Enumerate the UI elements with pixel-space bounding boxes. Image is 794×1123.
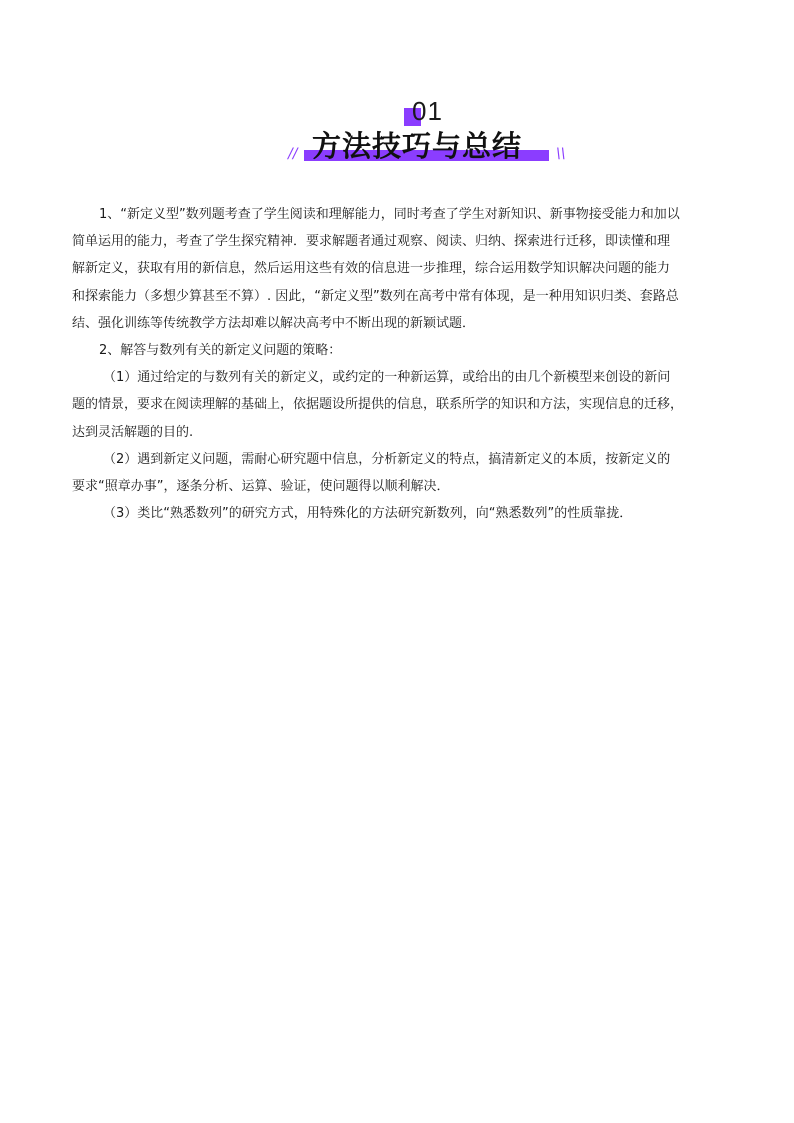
paragraph-1-line-4: 和探索能力（多想少算甚至不算）. 因此，“新定义型”数列在高考中常有体现，是一种用知识归类、套路总 <box>72 288 679 304</box>
section-title: 方法技巧与总结 <box>312 129 523 163</box>
paragraph-3-line-1: （1）通过给定的与数列有关的新定义，或约定的一种新运算，或给出的由几个新模型来创设的新问 <box>103 370 671 386</box>
paragraph-1-line-1: 1、“新定义型”数列题考查了学生阅读和理解能力，同时考查了学生对新知识、新事物接受能力和加以 <box>99 207 680 222</box>
left-slash-decoration: // <box>288 146 298 162</box>
paragraph-3-line-2: 题的情景，要求在阅读理解的基础上，依据题设所提供的信息，联系所学的知识和方法，实现信息的迁移， <box>72 397 684 413</box>
right-slash-decoration: \\ <box>556 146 566 162</box>
paragraph-1-line-3: 解新定义，获取有用的新信息，然后运用这些有效的信息进一步推理，综合运用数学知识解决问题的能力 <box>72 261 671 277</box>
paragraph-4-line-2: 要求“照章办事”，逐条分析、运算、验证，使问题得以顺利解决． <box>72 478 450 494</box>
body-text <box>72 201 736 527</box>
paragraph-1-line-5: 结、强化训练等传统教学方法却难以解决高考中不断出现的新颖试题． <box>72 315 476 331</box>
section-number: 01 <box>412 96 443 126</box>
paragraph-1-line-2: 简单运用的能力，考查了学生探究精神．要求解题者通过观察、阅读、归纳、探索进行迁移，即读懂和理 <box>72 234 671 250</box>
paragraph-3-line-3: 达到灵活解题的目的. <box>72 424 194 440</box>
paragraph-4-line-1: （2）遇到新定义问题，需耐心研究题中信息，分析新定义的特点，搞清新定义的本质，按新定义的 <box>103 451 671 467</box>
paragraph-2-line-1: 2、解答与数列有关的新定义问题的策略： <box>99 342 342 358</box>
paragraph-5-line-1: （3）类比“熟悉数列”的研究方式，用特殊化的方法研究新数列，向“熟悉数列”的性质靠拢． <box>103 506 633 522</box>
